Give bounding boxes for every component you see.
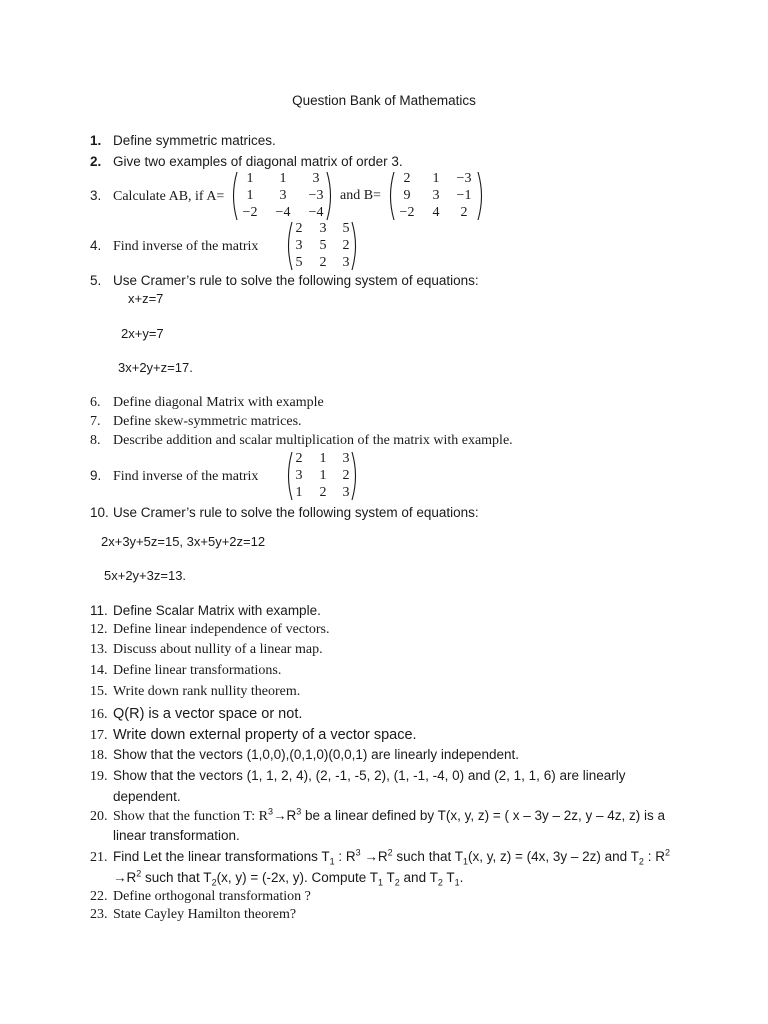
text-fragment: : R: [643, 849, 665, 864]
subscript: 2: [211, 877, 217, 888]
question-21: [90, 849, 670, 866]
question-text: Describe addition and scalar multiplication of the matrix with example.: [113, 433, 513, 448]
matrix-cell: 1: [319, 451, 327, 466]
matrix-cell: −4: [308, 205, 324, 220]
question-text: Use Cramer’s rule to solve the following system of equations:: [113, 505, 479, 520]
text-fragment: (x, y) = (-2x, y). Compute T: [216, 870, 378, 885]
page-title: Question Bank of Mathematics: [292, 93, 476, 108]
question-text: Write down external property of a vector space.: [113, 727, 417, 743]
matrix-cell: −2: [242, 205, 258, 220]
question-number: 14.: [90, 663, 108, 678]
question-text: Calculate AB, if A=: [113, 189, 225, 204]
question-number: 1.: [90, 133, 102, 148]
question-number: 23.: [90, 907, 108, 922]
equation: 5x+2y+3z=13.: [104, 568, 187, 583]
matrix-cell: 2: [295, 221, 303, 236]
text-fragment: : R: [334, 849, 356, 864]
question-text: Define diagonal Matrix with example: [113, 395, 324, 410]
question-number: 16.: [90, 707, 108, 722]
question-text: Define linear independence of vectors.: [113, 622, 330, 637]
superscript: 2: [387, 847, 393, 858]
question-15: [90, 684, 300, 700]
matrix-cell: −3: [456, 171, 472, 186]
question-text: Define linear transformations.: [113, 663, 282, 678]
question-19: [90, 768, 625, 785]
matrix-cell: 2: [403, 171, 411, 186]
matrix-cell: 3: [342, 255, 350, 270]
question-number: 13.: [90, 642, 108, 657]
question-20: [90, 808, 665, 825]
question-16: [90, 706, 302, 723]
question-number: 6.: [90, 395, 101, 410]
question-1: [90, 133, 276, 149]
matrix-cell: 2: [460, 205, 468, 220]
matrix-connector: and B=: [340, 188, 381, 203]
text-fragment: →R: [113, 870, 137, 885]
equation: 2x+y=7: [121, 326, 164, 341]
question-3: [90, 188, 224, 205]
superscript: 2: [664, 847, 670, 858]
matrix-cell: 2: [342, 238, 350, 253]
superscript: 2: [136, 868, 142, 879]
matrix-a: [230, 171, 334, 221]
question-8: [90, 433, 513, 449]
question-text: Show that the vectors (1,0,0),(0,1,0)(0,0,1) are linearly independent.: [113, 747, 519, 762]
question-text: Q(R) is a vector space or not.: [113, 706, 303, 722]
equation: x+z=7: [128, 291, 164, 306]
matrix-cell: 3: [342, 485, 350, 500]
question-23: [90, 907, 296, 923]
matrix-cell: 3: [342, 451, 350, 466]
subscript: 2: [394, 877, 400, 888]
equation: 3x+2y+z=17.: [118, 360, 193, 375]
question-text: Use Cramer’s rule to solve the following system of equations:: [113, 273, 479, 288]
matrix-cell: 1: [246, 171, 254, 186]
question-21-continued: [113, 870, 463, 886]
question-13: [90, 642, 323, 658]
question-text: Find Let the linear transformations T: [113, 849, 330, 864]
text-fragment: be a linear defined by T(x, y, z) = ( x – 3y – 2z, y – 4z, z) is a: [301, 808, 666, 823]
question-number: 5.: [90, 273, 102, 288]
question-22: [90, 889, 311, 905]
question-text: State Cayley Hamilton theorem?: [113, 907, 297, 922]
matrix-question-9: [285, 451, 359, 501]
question-text: Show that the vectors (1, 1, 2, 4), (2, -1, -5, 2), (1, -1, -4, 0) and (2, 1, 1, 6) are linearly: [113, 768, 626, 783]
question-text: Define orthogonal transformation ?: [113, 889, 311, 904]
question-7: [90, 414, 302, 430]
text-fragment: T: [383, 870, 395, 885]
question-number: 7.: [90, 414, 101, 429]
matrix-cell: 3: [312, 171, 320, 186]
question-text: Discuss about nullity of a linear map.: [113, 642, 323, 657]
question-17: [90, 727, 417, 744]
question-4: [90, 238, 258, 255]
matrix-cell: 9: [403, 188, 411, 203]
question-number: 10.: [90, 505, 109, 520]
matrix-cell: 1: [295, 485, 303, 500]
question-number: 15.: [90, 684, 108, 699]
text-fragment: .: [459, 870, 464, 885]
matrix-cell: 1: [319, 468, 327, 483]
matrix-cell: 1: [279, 171, 287, 186]
question-20-continued: linear transformation.: [113, 828, 240, 843]
question-number: 8.: [90, 433, 101, 448]
subscript: 2: [638, 856, 644, 867]
question-number: 19.: [90, 769, 108, 784]
question-number: 18.: [90, 748, 108, 763]
matrix-cell: 2: [342, 468, 350, 483]
question-number: 3.: [90, 188, 102, 203]
matrix-cell: 4: [432, 205, 440, 220]
question-text: Give two examples of diagonal matrix of order 3.: [113, 154, 403, 169]
superscript: 3: [267, 806, 273, 817]
question-6: [90, 395, 324, 411]
matrix-cell: 2: [295, 451, 303, 466]
text-fragment: T: [442, 870, 455, 885]
matrix-cell: −3: [308, 188, 324, 203]
question-text: Define symmetric matrices.: [113, 133, 276, 148]
question-19-continued: dependent.: [113, 789, 181, 804]
question-text: Find inverse of the matrix: [113, 239, 259, 254]
question-number: 17.: [90, 728, 108, 743]
matrix-cell: 2: [319, 485, 327, 500]
matrix-cell: 5: [295, 255, 303, 270]
subscript: 1: [462, 856, 468, 867]
question-2: [90, 154, 403, 170]
matrix-cell: −4: [275, 205, 291, 220]
matrix-cell: 1: [246, 188, 254, 203]
equation: 2x+3y+5z=15, 3x+5y+2z=12: [101, 534, 266, 549]
question-number: 2.: [90, 154, 102, 169]
subscript: 1: [454, 877, 460, 888]
text-fragment: and T: [399, 870, 438, 885]
matrix-question-4: [285, 221, 359, 271]
text-fragment: →R: [360, 849, 388, 864]
question-18: [90, 747, 519, 764]
matrix-cell: −1: [456, 188, 472, 203]
question-number: 21.: [90, 850, 108, 865]
question-number: 20.: [90, 809, 108, 824]
text-fragment: →R: [273, 808, 297, 823]
question-text: Find inverse of the matrix: [113, 469, 259, 484]
question-number: 4.: [90, 238, 102, 253]
question-5: [90, 273, 479, 289]
superscript: 3: [296, 806, 302, 817]
subscript: 1: [329, 856, 335, 867]
matrix-cell: 2: [319, 255, 327, 270]
question-number: 11.: [90, 603, 108, 618]
question-12: [90, 622, 330, 638]
question-number: 9.: [90, 468, 102, 483]
question-text: Define Scalar Matrix with example.: [113, 603, 321, 618]
question-10: [90, 505, 479, 521]
matrix-cell: 3: [295, 468, 303, 483]
matrix-cell: 5: [319, 238, 327, 253]
question-text: Show that the function T: R: [113, 809, 268, 824]
question-number: 12.: [90, 622, 108, 637]
question-11: [90, 603, 321, 619]
matrix-cell: 5: [342, 221, 350, 236]
text-fragment: such that T: [392, 849, 463, 864]
subscript: 1: [378, 877, 384, 888]
matrix-cell: 3: [432, 188, 440, 203]
question-number: 22.: [90, 889, 108, 904]
question-text: Write down rank nullity theorem.: [113, 684, 301, 699]
text-fragment: (x, y, z) = (4x, 3y – 2z) and T: [467, 849, 639, 864]
question-text: Define skew-symmetric matrices.: [113, 414, 302, 429]
text-fragment: such that T: [141, 870, 212, 885]
question-9: [90, 468, 258, 485]
question-14: [90, 663, 281, 679]
subscript: 2: [437, 877, 443, 888]
matrix-b: [387, 171, 485, 221]
matrix-cell: 1: [432, 171, 440, 186]
matrix-cell: −2: [399, 205, 415, 220]
superscript: 3: [355, 847, 361, 858]
matrix-cell: 3: [279, 188, 287, 203]
matrix-cell: 3: [295, 238, 303, 253]
matrix-cell: 3: [319, 221, 327, 236]
